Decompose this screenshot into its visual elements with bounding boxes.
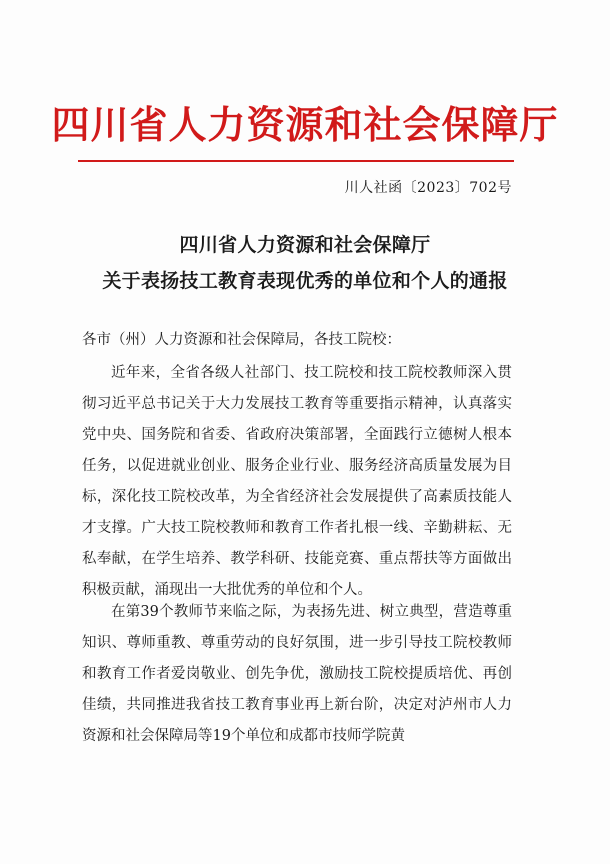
notice-title-line-1: 四川省人力资源和社会保障厅: [179, 234, 431, 256]
notice-title-line-2: 关于表扬技工教育表现优秀的单位和个人的通报: [102, 270, 508, 292]
masthead-title: 四川省人力资源和社会保障厅: [51, 103, 559, 147]
addressee-line: 各市（州）人力资源和社会保障局，各技工院校：: [82, 332, 401, 348]
document-number: 川人社函〔2023〕702号: [344, 180, 512, 196]
red-divider-line: [78, 160, 514, 162]
body-paragraph-1: 近年来，全省各级人社部门、技工院校和技工院校教师深入贯彻习近平总书记关于大力发展技工教育等重要指示精神，认真落实党中央、国务院和省委、省政府决策部署，全面践行立德树人根本任务，以促进就业创业、服务企业行业、服务经济高质量发展为目标，深化技工院校改革，为全省经济社会发展提供了高素质技能人才支撑。广大技工院校教师和教育工作者扎根一线、辛勤耕耘、无私奉献，在学生培养、教学科研、技能竞赛、重点帮扶等方面做出积极贡献，涌现出一大批优秀的单位和个人。: [82, 365, 512, 598]
body-paragraph-2: 在第39个教师节来临之际，为表扬先进、树立典型，营造尊重知识、尊师重教、尊重劳动的良好氛围，进一步引导技工院校教师和教育工作者爱岗敬业、创先争优，激励技工院校提质培优、再创佳绩，共同推进我省技工教育事业再上新台阶，决定对泸州市人力资源和社会保障局等19个单位和成都市技师学院黄: [82, 604, 512, 744]
